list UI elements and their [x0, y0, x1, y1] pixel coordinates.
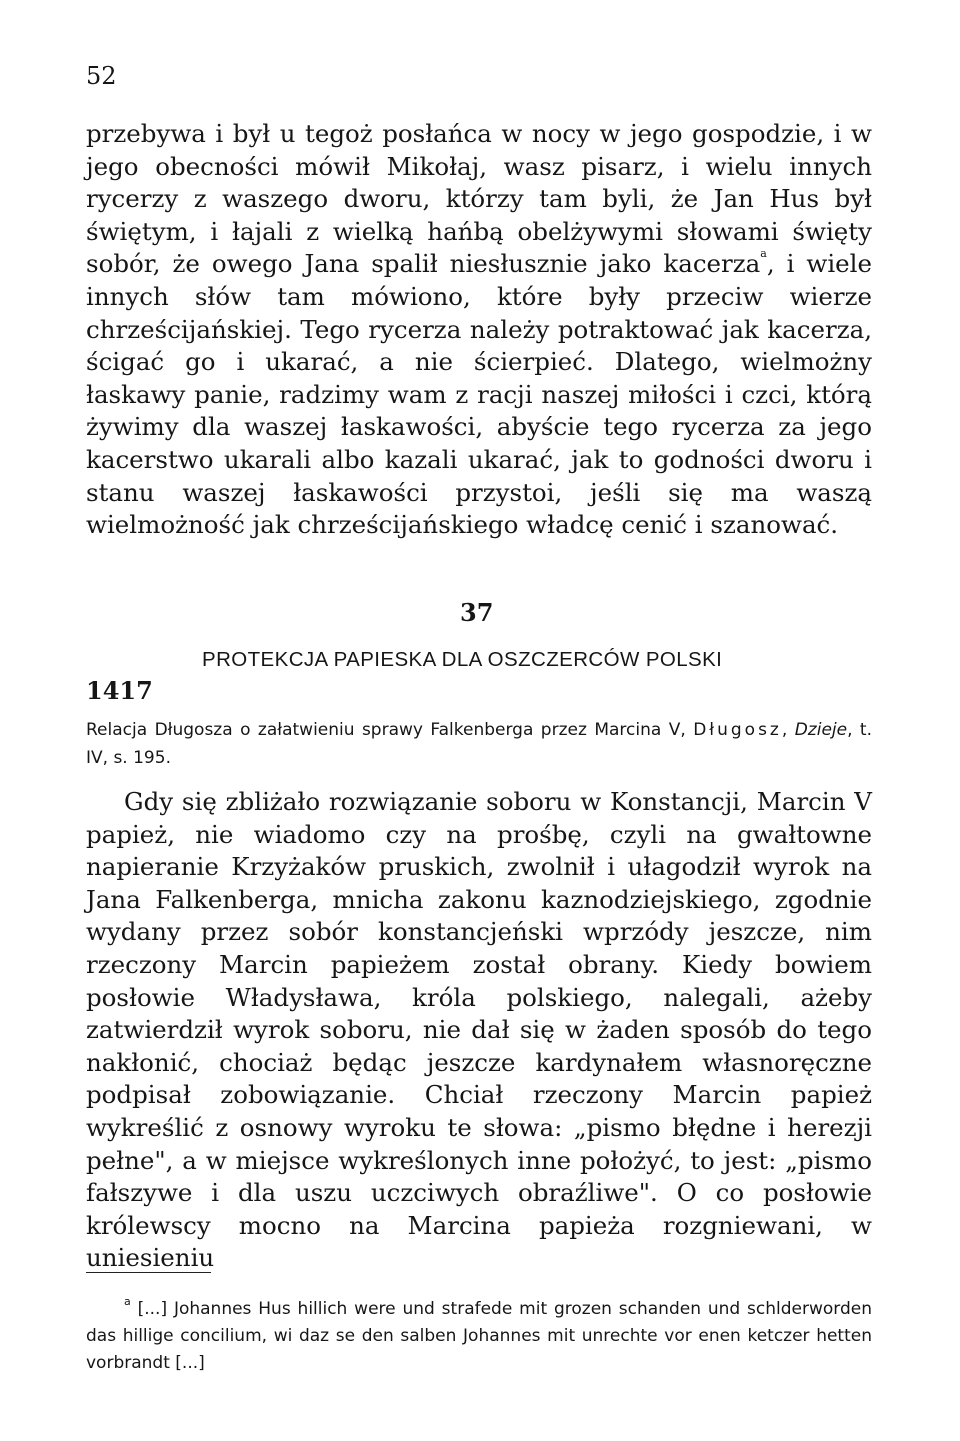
source-work-title: Dzieje	[794, 720, 848, 740]
source-intro: Relacja Długosza o załatwieniu sprawy Falkenberga przez Marcina V,	[86, 720, 694, 740]
source-author: Długosz	[693, 720, 782, 740]
source-note	[86, 716, 872, 772]
footnote-text: [...] Johannes Hus hillich were und strafede mit grozen schanden und schlderworden das hillige concilium, wi daz se den salben Johannes mit unrechte vor enen ketczer hetten vorbrandt [...]	[86, 1299, 872, 1373]
document-year: 1417	[86, 676, 153, 705]
document-title: PROTEKCJA PAPIESKA DLA OSZCZERCÓW POLSKI	[202, 648, 723, 671]
footnote	[86, 1296, 872, 1377]
page-number: 52	[86, 62, 117, 90]
footnote-marker: a	[124, 1295, 131, 1308]
document-body-paragraph: Gdy się zbliżało rozwiązanie soboru w Konstancji, Marcin V papież, nie wiadomo czy na prośbę, czyli na gwałtowne napieranie Krzyżaków pruskich, zwolnił i ułagodził wyrok na Jana Falkenberga, mnicha zakonu kaznodziejskiego, zgodnie wydany przez sobór konstancjeński wprzódy jeszcze, nim rzeczony Marcin papieżem został obrany. Kiedy bowiem posłowie Władysława, króla polskiego, nalegali, ażeby zatwierdził wyrok soboru, nie dał się w żaden sposób do tego nakłonić, chociaż będąc jeszcze kardynałem własnoręczne podpisał zobowiązanie. Chciał rzeczony Marcin papież wykreślić z osnowy wyroku te słowa: „pismo błędne i herezji pełne", a w miejsce wykreślonych inne położyć, to jest: „pismo fałszywe i dla uszu uczciwych obraźliwe". O co posłowie królewscy mocno na Marcina papieża rozgniewani, w uniesieniu	[86, 787, 872, 1273]
document-number: 37	[460, 598, 494, 627]
source-citation: , t. IV, s. 195.	[86, 720, 872, 768]
paragraph-text-part-a: przebywa i był u tegoż posłańca w nocy w jego gospodzie, i w jego obecności mówił Mikołaj, wasz pisarz, i wielu innych rycerzy z waszego dworu, którzy tam byli, że Jan Hus był świętym, i łajali z wielką hańbą obelżywymi słowami święty sobór, że owego Jana spalił niesłusznie jako kacerza	[86, 119, 872, 279]
paragraph-continued	[86, 118, 872, 542]
footnote-divider	[86, 1272, 211, 1273]
paragraph-text-part-b: , i wiele innych słów tam mówiono, które były przeciw wierze chrześcijańskiej. Tego rycerza należy potraktować jak kacerza, ścigać go i ukarać, a nie ścierpieć. Dlatego, wielmożny łaskawy panie, radzimy wam z racji naszej miłości i czci, którą żywimy dla waszej łaskawości, abyście tego rycerza za jego kacerstwo ukarali albo kazali ukarać, jak to godności dworu i stanu waszej łaskawości przystoi, jeśli się ma waszą wielmożność jak chrześcijańskiego władcę cenić i szanować.	[86, 249, 872, 540]
source-separator: ,	[781, 720, 795, 740]
footnote-reference: a	[760, 247, 767, 261]
